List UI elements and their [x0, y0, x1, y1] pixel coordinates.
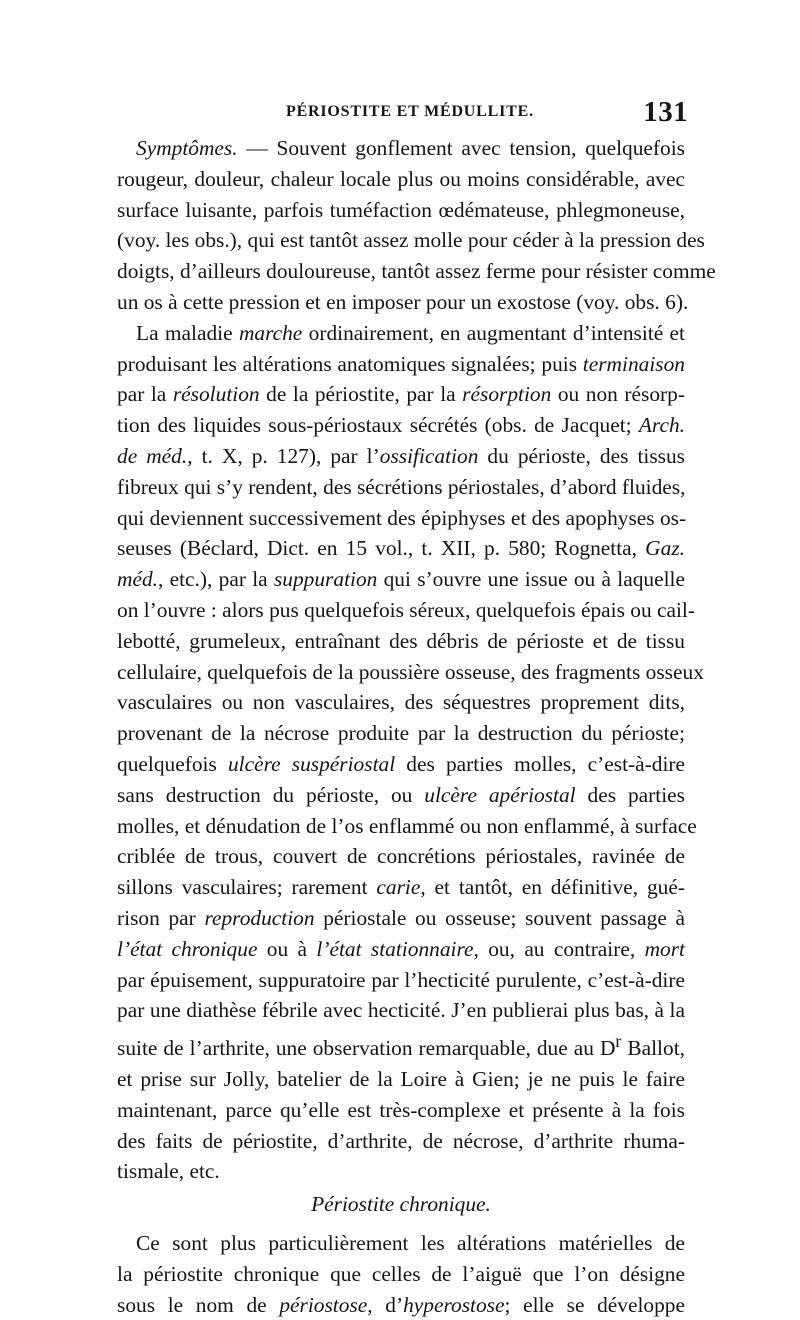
text-line: suite de l’arthrite, une observation remarquable, due au $D^r$ Ballot,: [117, 1031, 685, 1061]
text-line: rougeur, douleur, chaleur locale plus ou moins considérable, avec: [117, 166, 685, 191]
running-header: [116, 96, 688, 130]
text-line: tismale, etc.: [117, 1159, 220, 1184]
text-line: par épuisement, suppuratoire par l’hecticité purulente, c’est-à-dire: [117, 967, 685, 992]
text-line: tion des liquides sous-périostaux sécrétés (obs. de Jacquet; Arch.: [117, 413, 685, 438]
text-line: cellulaire, quelquefois de la poussière osseuse, des fragments osseux: [117, 659, 704, 684]
text-line: l’état chronique ou à l’état stationnaire, ou, au contraire, mort: [117, 936, 685, 961]
text-line: provenant de la nécrose produite par la destruction du périoste;: [117, 721, 685, 746]
body-text: [117, 133, 716, 1320]
text-line: un os à cette pression et en imposer pour un exostose (voy. obs. 6).: [117, 289, 689, 314]
text-line: Ce sont plus particulièrement les altérations matérielles de: [136, 1231, 685, 1256]
text-line: rison par reproduction périostale ou osseuse; souvent passage à: [117, 905, 686, 930]
text-line: sans destruction du périoste, ou ulcère apériostal des parties: [117, 782, 685, 807]
text-line: par une diathèse fébrile avec hecticité. J’en publierai plus bas, à la: [117, 998, 685, 1023]
section-title: Périostite chronique.: [311, 1192, 491, 1217]
text-line: fibreux qui s’y rendent, des sécrétions périostales, d’abord fluides,: [117, 474, 686, 499]
text-line: molles, et dénudation de l’os enflammé ou non enflammé, à surface: [117, 813, 697, 838]
text-line: La maladie marche ordinairement, en augmentant d’intensité et: [136, 320, 685, 345]
text-line: seuses (Béclard, Dict. en 15 vol., t. XII, p. 580; Rognetta, Gaz.: [117, 536, 685, 561]
text-line: quelquefois ulcère suspériostal des parties molles, c’est-à-dire: [117, 751, 686, 776]
text-line: (voy. les obs.), qui est tantôt assez molle pour céder à la pression des: [117, 228, 705, 253]
text-line: des faits de périostite, d’arthrite, de nécrose, d’arthrite rhuma-: [117, 1128, 685, 1153]
text-line: maintenant, parce qu’elle est très-complexe et présente à la fois: [117, 1097, 685, 1122]
text-line: qui deviennent successivement des épiphyses et des apophyses os-: [117, 505, 687, 530]
text-line: par la résolution de la périostite, par la résorption ou non résorp-: [117, 382, 685, 407]
text-line: criblée de trous, couvert de concrétions périostales, ravinée de: [117, 844, 685, 869]
text-line: Symptômes. — Souvent gonflement avec tension, quelquefois: [136, 136, 685, 160]
text-line: on l’ouvre : alors pus quelquefois séreux, quelquefois épais ou cail-: [117, 597, 695, 622]
text-line: lebotté, grumeleux, entraînant des débris de périoste et de tissu: [117, 628, 685, 653]
page-number: 131: [643, 96, 688, 128]
text-line: et prise sur Jolly, batelier de la Loire à Gien; je ne puis le faire: [117, 1067, 685, 1092]
text-line: surface luisante, parfois tuméfaction œdémateuse, phlegmoneuse,: [117, 197, 685, 222]
text-line: méd., etc.), par la suppuration qui s’ouvre une issue ou à laquelle: [117, 567, 685, 592]
text-line: sillons vasculaires; rarement carie, et tantôt, en définitive, gué-: [117, 875, 685, 900]
running-title: PÉRIOSTITE ET MÉDULLITE.: [286, 103, 534, 120]
text-line: la périostite chronique que celles de l’aiguë que l’on désigne: [117, 1261, 685, 1286]
text-line: sous le nom de périostose, d’hyperostose; elle se développe: [117, 1292, 685, 1317]
text-line: doigts, d’ailleurs douloureuse, tantôt assez ferme pour résister comme: [117, 259, 716, 284]
text-line: vasculaires ou non vasculaires, des séquestres proprement dits,: [117, 690, 685, 715]
text-line: de méd., t. X, p. 127), par l’ossification du périoste, des tissus: [117, 443, 685, 468]
italic-term: Symptômes.: [136, 136, 238, 160]
text-line: produisant les altérations anatomiques signalées; puis terminaison: [117, 351, 685, 376]
